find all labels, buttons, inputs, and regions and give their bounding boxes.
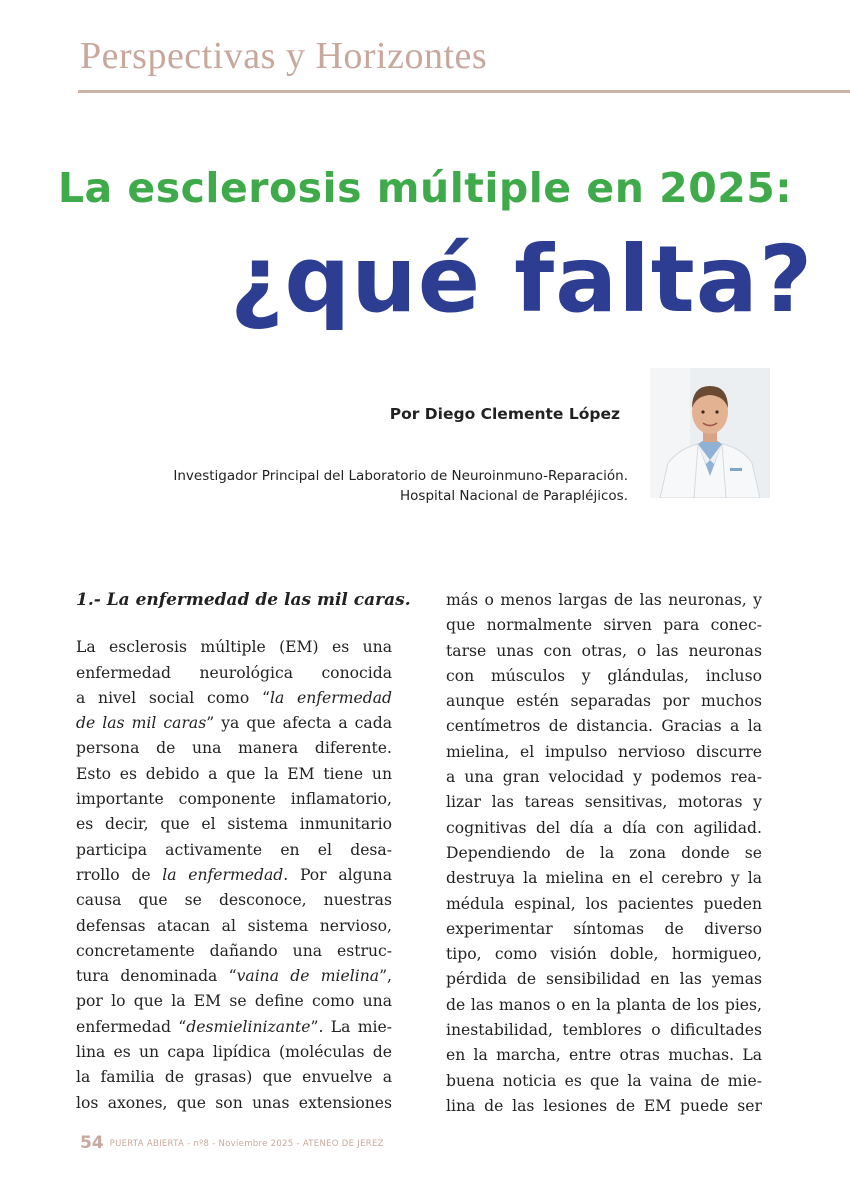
text-line: Esto es debido a que la EM tiene un <box>76 764 392 783</box>
body-column-2 <box>446 588 762 1119</box>
text-line: de las mil caras” ya que afecta a cada <box>76 714 392 733</box>
affiliation-line: Hospital Nacional de Parapléjicos. <box>400 488 628 504</box>
text-line: experimentar síntomas de diverso <box>446 919 762 938</box>
author-photo <box>650 368 770 498</box>
text-line: Dependiendo de la zona donde se <box>446 843 762 862</box>
publication-info: PUERTA ABIERTA - nº8 - Noviembre 2025 - ATENEO DE JEREZ <box>109 1139 384 1149</box>
text-line: importante componente inflamatorio, <box>76 790 392 809</box>
body-column-1 <box>76 588 411 1116</box>
text-line: participa activamente en el desa- <box>76 840 392 859</box>
text-line: mielina, el impulso nervioso discurre <box>446 742 762 761</box>
author-byline: Por Diego Clemente López <box>389 405 620 423</box>
text-line: cognitivas del día a día con agilidad. <box>446 818 762 837</box>
text-line: tura denominada “vaina de mielina”, <box>76 967 393 986</box>
text-line: médula espinal, los pacientes pueden <box>446 894 762 913</box>
text-line: lina es un capa lipídica (moléculas de <box>76 1043 392 1062</box>
page-number: 54 <box>80 1133 104 1153</box>
text-line: tarse unas con otras, o las neuronas <box>446 641 762 660</box>
text-line: la familia de grasas) que envuelve a <box>76 1068 392 1087</box>
text-line: enfermedad neurológica conocida <box>76 663 392 682</box>
article-title-line1: La esclerosis múltiple en 2025: <box>57 164 793 212</box>
text-line: destruya la mielina en el cerebro y la <box>446 869 762 888</box>
text-line: inestabilidad, temblores o dificultades <box>446 1021 762 1040</box>
text-line: a una gran velocidad y podemos rea- <box>446 768 762 787</box>
article-title-line2: ¿qué falta? <box>230 226 814 333</box>
text-line: lizar las tareas sensitivas, motoras y <box>446 793 762 812</box>
section-subheading: 1.- La enfermedad de las mil caras. <box>76 590 411 610</box>
text-line: que normalmente sirven para conec- <box>446 616 762 635</box>
text-line: La esclerosis múltiple (EM) es una <box>76 638 392 657</box>
text-line: concretamente dañando una estruc- <box>76 941 392 960</box>
author-affiliation <box>173 466 628 506</box>
text-line: lina de las lesiones de EM puede ser <box>446 1096 762 1115</box>
text-line: de las manos o en la planta de los pies, <box>446 995 762 1014</box>
text-line: defensas atacan al sistema nervioso, <box>76 916 392 935</box>
text-line: rrollo de la enfermedad. Por alguna <box>76 865 392 884</box>
text-line: tipo, como visión doble, hormigueo, <box>446 945 762 964</box>
text-line: enfermedad “desmielinizante”. La mie- <box>76 1017 392 1036</box>
text-line: por lo que la EM se define como una <box>76 992 392 1011</box>
text-line: buena noticia es que la vaina de mie- <box>446 1071 762 1090</box>
text-line: los axones, que son unas extensiones <box>76 1093 392 1112</box>
header-rule <box>78 90 850 93</box>
text-line: centímetros de distancia. Gracias a la <box>446 717 762 736</box>
text-line: más o menos largas de las neuronas, y <box>446 591 762 609</box>
section-header: Perspectivas y Horizontes <box>80 35 488 77</box>
text-line: es decir, que el sistema inmunitario <box>76 815 392 834</box>
page-footer <box>80 1133 384 1153</box>
text-line: causa que se desconoce, nuestras <box>76 891 392 910</box>
text-line: en la marcha, entre otras muchas. La <box>446 1046 762 1065</box>
text-line: aunque estén separadas por muchos <box>446 692 762 711</box>
affiliation-line: Investigador Principal del Laboratorio de Neuroinmuno-Reparación. <box>173 468 628 484</box>
text-line: con músculos y glándulas, incluso <box>446 666 762 685</box>
text-line: pérdida de sensibilidad en las yemas <box>446 970 762 989</box>
text-line: persona de una manera diferente. <box>76 739 392 758</box>
text-line: a nivel social como “la enfermedad <box>76 688 392 707</box>
